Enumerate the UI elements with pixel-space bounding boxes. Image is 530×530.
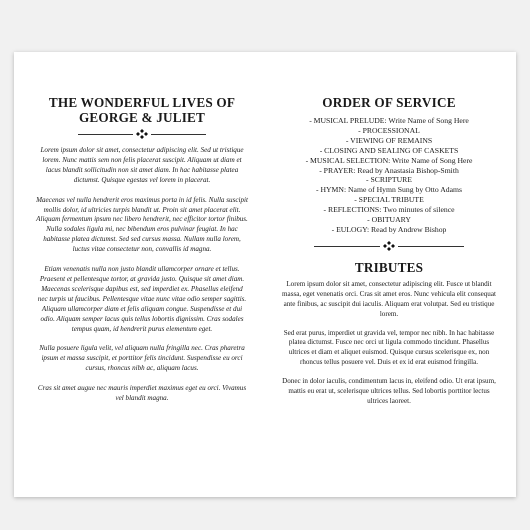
left-column — [36, 52, 248, 497]
service-item: - EULOGY: Read by Andrew Bishop — [331, 224, 447, 234]
left-divider — [78, 129, 206, 139]
service-item: - HYMN: Name of Hymn Sung by Otto Adams — [315, 185, 463, 195]
memorial-title-line2: GEORGE & JULIET — [78, 110, 206, 125]
memorial-paragraph: Nulla posuere ligula velit, vel aliquam nulla fringilla nec. Cras pharetra ipsum et massa suscipit, et porttitor felis tincidunt. Suspendisse eu orci cursus, rhoncus nibh ac, aliquam lacus. — [39, 344, 245, 373]
service-item: - MUSICAL PRELUDE: Write Name of Song Here — [309, 116, 469, 125]
tributes-title: TRIBUTES — [354, 259, 424, 275]
service-item: - SPECIAL TRIBUTE — [354, 195, 424, 205]
diamond-fleuron-icon — [383, 241, 395, 251]
divider-line-right — [398, 246, 464, 247]
divider-line-left — [78, 134, 133, 135]
memorial-title — [36, 95, 248, 125]
service-item: - REFLECTIONS: Two minutes of silence — [323, 205, 455, 215]
memorial-paragraph: Maecenas vel nulla hendrerit eros maximus porta in id felis. Nulla suscipit mollis dolor, id ultricies turpis blandit ut. Proin sit amet placerat elit. Aliquam fermentum ipsum nec libero hendrerit, nec efficitor tortor finibus. Nulla sodales ligula mi, nec bibendum eros pulvinar feugiat. In hac habitasse platea dictumst. Sed sed cursus massa. Nullam nulla lorem, luctus vitae consectetur non, convallis id magna. — [36, 195, 248, 254]
memorial-paragraph: Lorem ipsum dolor sit amet, consectetur adipiscing elit. Sed ut tristique lorem. Nunc mattis sem non felis placerat suscipit. Aliquam ut diam et lacus blandit sollicitudin non sit amet diam. In hac habitasse platea dictumst. Quisque egestas vel lorem in placerat. — [40, 146, 244, 184]
memorial-paragraph: Etiam venenatis nulla non justo blandit ullamcorper ornare et tellus. Praesent et pellentesque tortor, at gravida justo. Quisque sit amet diam. Maecenas scelerisque dapibus est, sed imperdiet ex. Phasellus eleifend nec turpis ut faucibus. Pellentesque vitae nunc vitae odio semper sagittis. Aliquam ullamcorper diam et felis aliquam congue. Suspendisse et dui odio. Aliquam semper lacus quis tellus lobortis dignissim. Cras sodales tempus quam, id hendrerit purus elementum eget. — [37, 265, 247, 333]
divider-line-right — [151, 134, 206, 135]
service-item: - PRAYER: Read by Anastasia Bishop-Smith — [319, 165, 459, 175]
tribute-paragraph: Donec in dolor iaculis, condimentum lacus in, eleifend odio. Ut erat ipsum, mattis eu erat ut, scelerisque ultrices tellus. Sed lobortis porttitor lectus ultrices laoreet. — [282, 377, 496, 405]
service-list — [282, 116, 496, 235]
diamond-fleuron-icon — [136, 129, 148, 139]
tribute-paragraph: Sed erat purus, imperdiet ut gravida vel, tempor nec nibh. In hac habitasse platea dictumst. Fusce nec orci ut ligula commodo tincidunt. Phasellus ultrices et diam et aliquet euismod. Quisque cursus scelerisque ex, non rhoncus tellus posuere vel. Duis et ex id erat euismod fringilla. — [283, 328, 495, 367]
program-sheet — [14, 52, 516, 497]
memorial-paragraph: Cras sit amet augue nec mauris imperdiet maximus eget eu orci. Vivamus vel blandit magna. — [37, 384, 247, 403]
service-item: - CLOSING AND SEALING OF CASKETS — [319, 145, 459, 155]
service-item: - SCRIPTURE — [366, 175, 412, 185]
order-of-service-title: ORDER OF SERVICE — [322, 95, 456, 110]
service-item: - OBITUARY — [367, 215, 411, 225]
service-item: - VIEWING OF REMAINS — [345, 135, 433, 145]
service-item: - PROCESSIONAL — [358, 125, 420, 135]
right-divider — [314, 241, 464, 251]
tribute-paragraph: Lorem ipsum dolor sit amet, consectetur adipiscing elit. Fusce ut blandit massa, eget venenatis orci. Cras sit amet eros. Nunc vehicula elit consequat ante finibus, ac suscipit dui iaculis. Aliquam erat volutpat. Sed eu tristique lorem. — [282, 279, 496, 318]
divider-line-left — [314, 246, 380, 247]
memorial-title-line1: THE WONDERFUL LIVES OF — [48, 95, 236, 110]
service-item: - MUSICAL SELECTION: Write Name of Song Here — [305, 155, 473, 165]
right-column — [282, 52, 496, 497]
